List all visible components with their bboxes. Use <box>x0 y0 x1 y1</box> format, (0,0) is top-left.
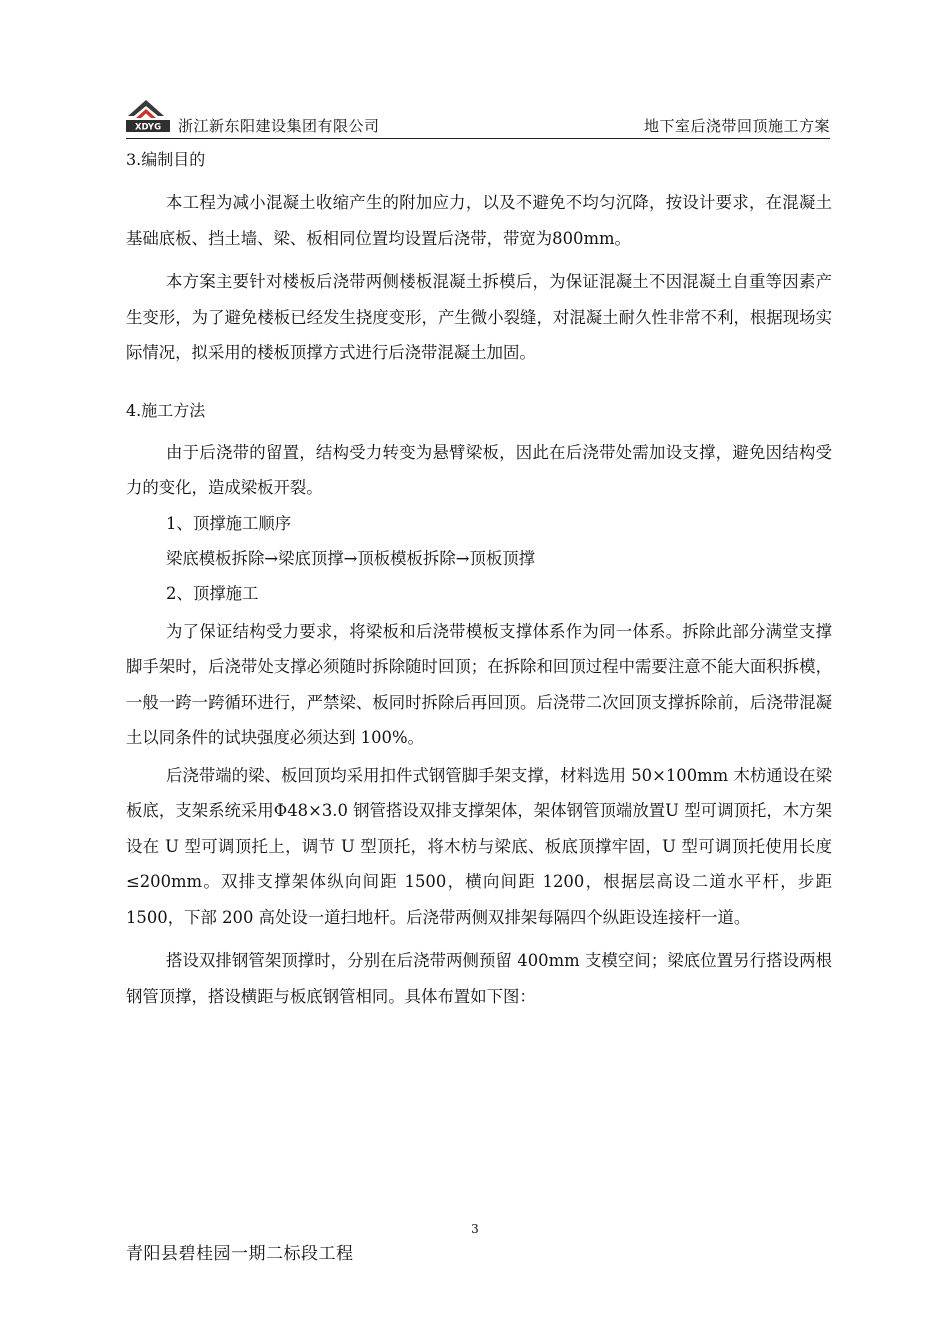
logo-text: XDYG <box>134 122 162 133</box>
page-header <box>126 98 830 138</box>
section-4-paragraph-3: 后浇带端的梁、板回顶均采用扣件式钢管脚手架支撑，材料选用 50×100mm 木枋通设在梁板底，支架系统采用Φ48×3.0 钢管搭设双排支撑架体，架体钢管顶端放置U 型可调顶托，木方架设在 U 型可调顶托上，调节 U 型顶托，将木枋与梁底、板底顶撑牢固，U 型可调顶托使用长度≤200mm。双排支撑架体纵向间距 1500，横向间距 1200，根据层高设二道水平杆，步距 1500，下部 200 高处设一道扫地杆。后浇带两侧双排架每隔四个纵距设连接杆一道。 <box>126 765 832 927</box>
section-4-paragraph-2: 为了保证结构受力要求，将梁板和后浇带模板支撑体系作为同一体系。拆除此部分满堂支撑脚手架时，后浇带处支撑必须随时拆除随时回顶；在拆除和回顶过程中需要注意不能大面积拆模，一般一跨一跨循环进行，严禁梁、板同时拆除后再回顶。后浇带二次回顶支撑拆除前，后浇带混凝土以同条件的试块强度必须达到 100%。 <box>126 621 832 747</box>
section-4-paragraph-1: 由于后浇带的留置，结构受力转变为悬臂梁板，因此在后浇带处需加设支撑，避免因结构受力的变化，造成梁板开裂。 <box>126 442 832 497</box>
company-name: 浙江新东阳建设集团有限公司 <box>178 117 380 135</box>
section-3-paragraph-1: 本工程为减小混凝土收缩产生的附加应力，以及不避免不均匀沉降，按设计要求，在混凝土基础底板、挡土墙、梁、板相同位置均设置后浇带，带宽为800mm。 <box>126 193 832 248</box>
document-title: 地下室后浇带回顶施工方案 <box>643 117 830 135</box>
section-4-paragraph-4: 搭设双排钢管架顶撑时，分别在后浇带两侧预留 400mm 支模空间；梁底位置另行搭设两根钢管顶撑，搭设横距与板底钢管相同。具体布置如下图： <box>126 951 832 1006</box>
document-body <box>126 145 832 1014</box>
company-logo-icon <box>126 98 170 134</box>
section-4-heading: 4.施工方法 <box>126 400 206 420</box>
header-divider <box>126 138 830 139</box>
subheading-sequence: 1、顶撑施工顺序 <box>166 513 292 533</box>
section-3-heading: 3.编制目的 <box>126 150 206 169</box>
construction-sequence: 梁底模板拆除→梁底顶撑→顶板模板拆除→顶板顶撑 <box>166 548 536 568</box>
subheading-construction: 2、顶撑施工 <box>166 583 259 603</box>
page-number: 3 <box>471 1222 479 1236</box>
project-name: 青阳县碧桂园一期二标段工程 <box>126 1244 354 1264</box>
section-3-paragraph-2: 本方案主要针对楼板后浇带两侧楼板混凝土拆模后，为保证混凝土不因混凝土自重等因素产生变形，为了避免楼板已经发生挠度变形，产生微小裂缝，对混凝土耐久性非常不利，根据现场实际情况，拟采用的楼板顶撑方式进行后浇带混凝土加固。 <box>126 272 832 362</box>
